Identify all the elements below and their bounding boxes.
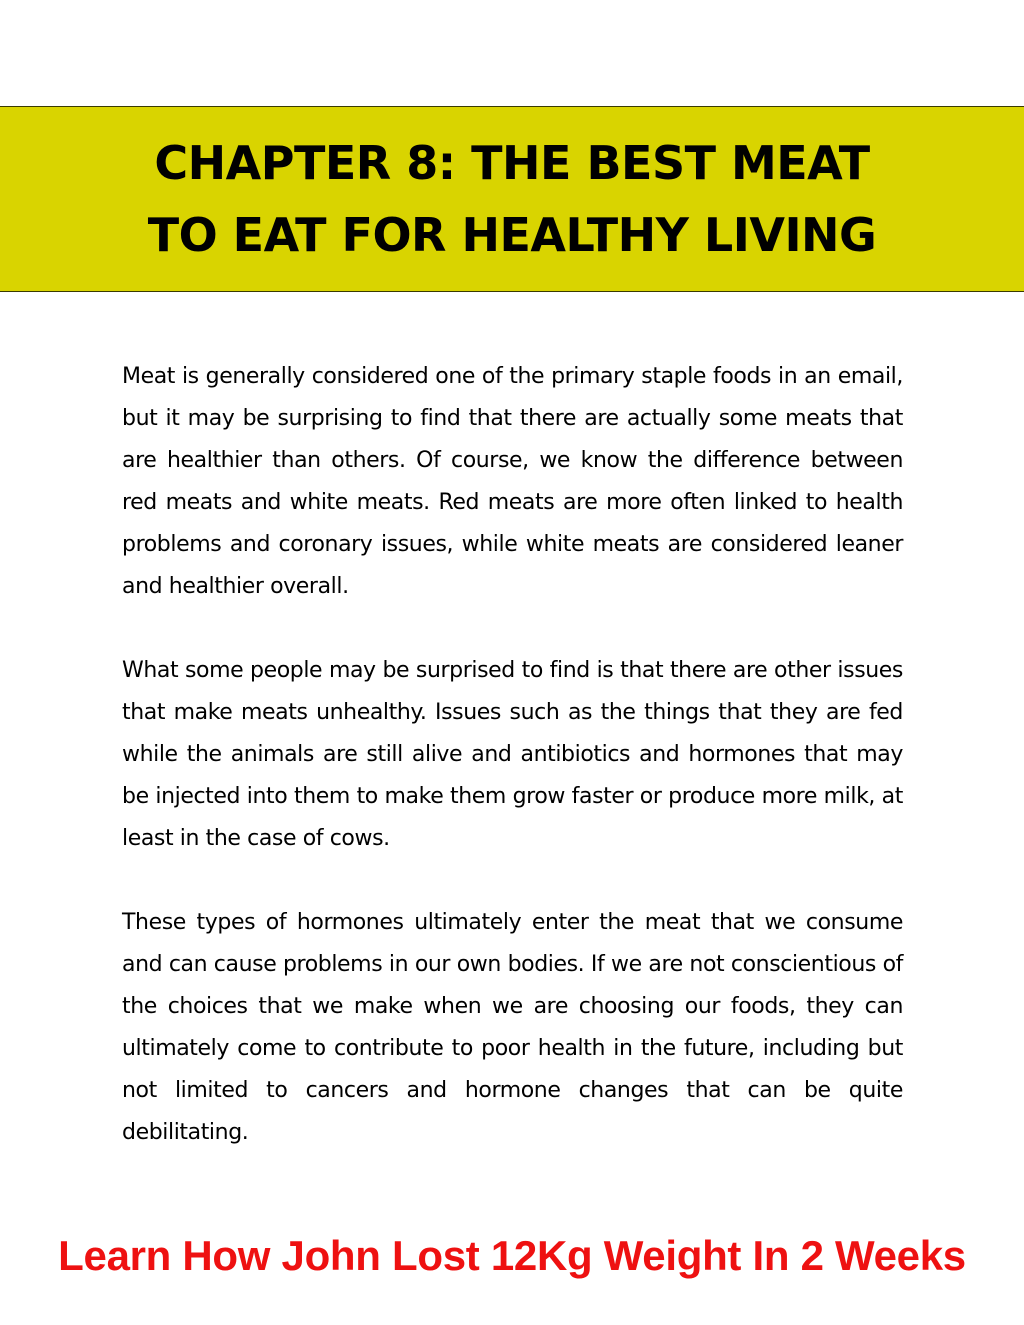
promo-link[interactable]: Learn How John Lost 12Kg Weight In 2 Weeks [58, 1232, 966, 1279]
chapter-body [122, 356, 903, 1196]
chapter-title-line-1: CHAPTER 8: THE BEST MEAT [154, 136, 870, 190]
body-paragraph-1: Meat is generally considered one of the primary staple foods in an email, but it may be surprising to find that there are actually some meats that are healthier than others. Of course, we know the difference between red meats and white meats. Red meats are more often linked to health problems and coronary issues, while white meats are considered leaner and healthier overall. [122, 364, 903, 599]
body-paragraph-3: These types of hormones ultimately enter the meat that we consume and can cause problems in our own bodies. If we are not conscientious of the choices that we make when we are choosing our foods, they can ultimately come to contribute to poor health in the future, including but not limited to cancers and hormone changes that can be quite debilitating. [122, 910, 903, 1145]
chapter-banner [0, 106, 1024, 292]
body-paragraph-2: What some people may be surprised to find is that there are other issues that make meats unhealthy. Issues such as the things that they are fed while the animals are still alive and antibiotics and hormones that may be injected into them to make them grow faster or produce more milk, at least in the case of cows. [122, 658, 903, 851]
chapter-title-line-2: TO EAT FOR HEALTHY LIVING [147, 208, 877, 262]
